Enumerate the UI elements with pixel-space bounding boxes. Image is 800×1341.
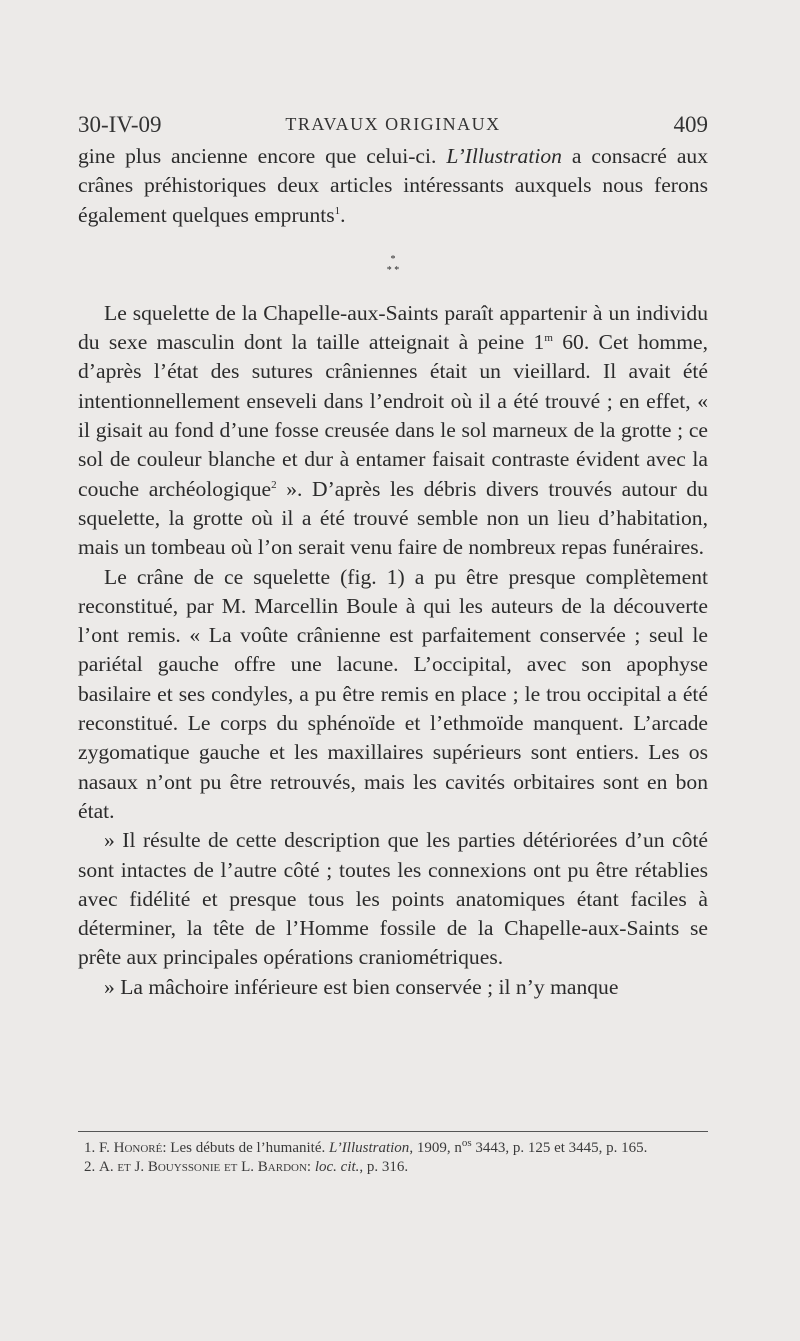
paragraph-skeleton: Le squelette de la Chapelle-aux-Saints paraît appartenir à un individu du sexe masculin dont la taille atteignait à peine 1$^m$ 60. Cet homme, d’après l’état des sutures crâniennes était un vieillard. Il avait été intentionnellement enseveli dans l’endroit où il a été trouvé ; en effet, « il gisait au fond d’une fosse creusée dans le sol marneux de la grotte ; ce sol de couleur blanche et dur à entamer faisait contraste évident avec la couche archéologique$^2$ ». D’après les débris divers trouvés autour du squelette, la grotte où il a été trouvé semble non un lieu d’habitation, mais un tombeau où l’on serait venu faire de nombreux repas funéraires. bbox=[78, 300, 709, 560]
footnote-1: 1. F. Honoré: Les débuts de l’humanité. L’Illustration, 1909, $n^{os}$ 3443, p. 125 et 3445, p. 165. bbox=[84, 1137, 648, 1156]
journal-title: L’Illustration bbox=[446, 144, 562, 168]
separator-star-top: * bbox=[390, 253, 396, 265]
header-page-number: 409 bbox=[673, 112, 708, 137]
running-header bbox=[78, 112, 708, 142]
footnote-ref-2: 2 bbox=[271, 478, 277, 491]
footnote-2-authors: A. et J. Bouyssonie et L. Bardon bbox=[99, 1159, 307, 1175]
article-body bbox=[78, 142, 708, 1002]
intro-paragraph: gine plus ancienne encore que celui-ci. L’Illustration a consacré aux crânes préhistoriques deux articles intéressants auxquels nous ferons également quelques emprunts$^1$. bbox=[78, 144, 708, 227]
header-date: 30-IV-09 bbox=[78, 112, 162, 137]
footnotes bbox=[84, 1139, 708, 1177]
footnote-divider bbox=[78, 1131, 708, 1132]
footnote-2: 2. A. et J. Bouyssonie et L. Bardon: loc. cit., p. 316. bbox=[84, 1159, 409, 1175]
footnote-1-author: F. Honoré bbox=[99, 1140, 163, 1156]
separator-stars-bottom: * * bbox=[386, 264, 400, 276]
header-section-title: TRAVAUX ORIGINAUX bbox=[285, 114, 501, 134]
section-separator bbox=[78, 254, 708, 276]
footnote-ref-1: 1 bbox=[334, 204, 341, 217]
paragraph-skull: Le crâne de ce squelette (fig. 1) a pu être presque complètement reconstitué, par M. Marcellin Boule à qui les auteurs de la découverte l’ont remis. « La voûte crânienne est parfaitement conservée ; seul le pariétal gauche offre une lacune. L’occipital, avec son apophyse basilaire et ses condyles, a pu être remis en place ; le trou occipital a été reconstitué. Le corps du sphénoïde et l’ethmoïde manquent. L’arcade zygomatique gauche et les maxillaires supérieurs sont entiers. Les os nasaux n’ont pu être retrouvés, mais les cavités orbitaires sont en bon état. bbox=[78, 564, 708, 823]
paragraph-description: » Il résulte de cette description que les parties détériorées d’un côté sont intactes de l’autre côté ; toutes les connexions ont pu être rétablies avec fidélité et presque tous les points anatomiques étant faciles à déterminer, la tête de l’Homme fossile de la Chapelle-aux-Saints se prête aux principales opérations craniométriques. bbox=[78, 828, 708, 970]
unit-meter: m bbox=[544, 332, 553, 344]
paragraph-jaw: » La mâchoire inférieure est bien conservée ; il n’y manque bbox=[104, 974, 619, 999]
